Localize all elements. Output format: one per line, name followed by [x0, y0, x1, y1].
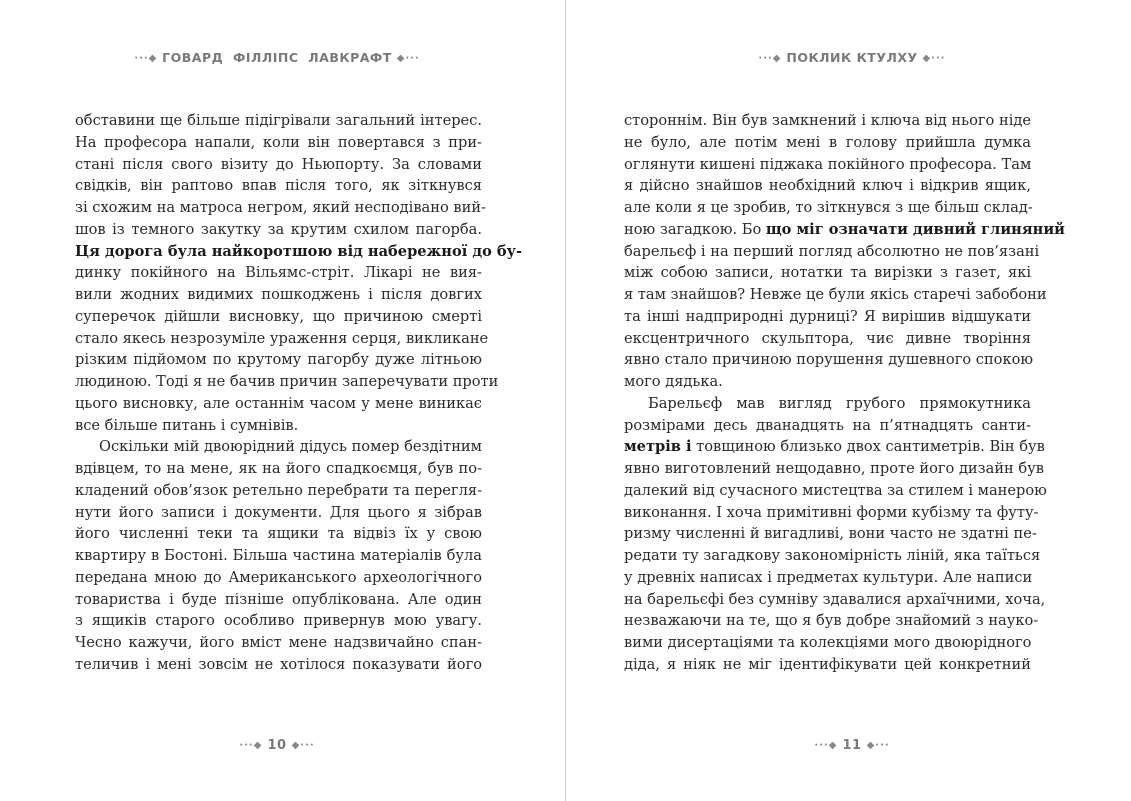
- ornament-icon: ◆···: [922, 53, 946, 64]
- text-segment: Чесно кажучи, його вміст мене надзвичайно спан-: [75, 634, 482, 651]
- text-segment: незважаючи на те, що я був добре знайомий з науко-: [624, 612, 1039, 630]
- text-segment: теличив і мені зовсім не хотілося показувати його: [75, 655, 482, 673]
- text-segment: Оскільки мій двоюрідний дідусь помер бездітним: [99, 438, 482, 456]
- text-line: [624, 154, 1031, 176]
- text-line: [75, 306, 482, 328]
- bold-text: метрів і: [624, 438, 692, 456]
- bold-text: Ця дорога була найкоротшою від набережної до бу-: [75, 242, 523, 260]
- author-name: ГОВАРД ФІЛЛІПС ЛАВКРАФТ: [162, 50, 392, 65]
- text-line: [624, 523, 1037, 545]
- text-segment: далекий від сучасного мистецтва за стилем і манерою: [624, 481, 1047, 499]
- text-line: [624, 589, 1046, 611]
- text-line: [75, 197, 486, 219]
- text-segment: нути його записи і документи. Для цього я зібрав: [75, 503, 482, 521]
- text-segment: у древніх написах і предметах культури. Але написи: [624, 568, 1033, 586]
- text-line: [624, 175, 1031, 197]
- text-line: [624, 632, 1031, 654]
- text-segment: діда, я ніяк не міг ідентифікувати цей конкретний: [624, 655, 1031, 673]
- text-line: [75, 371, 499, 393]
- text-line: [624, 132, 1031, 154]
- text-segment: ризму численні й вигадливі, вони часто не здатні пе-: [624, 525, 1037, 543]
- text-line: [624, 480, 1047, 502]
- text-segment: зі схожим на матроса негром, який несподівано вий-: [75, 199, 486, 216]
- text-line: [624, 436, 1045, 458]
- text-line: [624, 349, 1034, 371]
- text-line: [75, 154, 482, 176]
- text-segment: розмірами десь дванадцять на п’ятнадцять санти-: [624, 416, 1031, 434]
- text-segment: стороннім. Він був замкнений і ключа від нього ніде: [624, 112, 1031, 129]
- text-line: [624, 197, 1031, 219]
- text-line: [75, 567, 482, 589]
- text-line: [624, 262, 1031, 284]
- ornament-icon: ···◆: [814, 740, 838, 751]
- text-line: [75, 610, 482, 632]
- text-segment: та інші надприродні дурниці? Я вирішив відшукати: [624, 307, 1031, 325]
- text-segment: між собою записи, нотатки та вирізки з газет, які: [624, 264, 1031, 282]
- text-line: [75, 284, 482, 306]
- text-line: [624, 567, 1031, 589]
- text-line: [624, 241, 1040, 263]
- text-line: [624, 328, 1031, 350]
- text-segment: його численні теки та ящики та відвіз їх у свою: [75, 525, 482, 543]
- ornament-icon: ◆···: [396, 53, 420, 64]
- text-line: [624, 654, 1031, 676]
- running-head-right: [632, 50, 1072, 65]
- text-segment: стало якесь незрозуміле ураження серця, викликане: [75, 329, 489, 347]
- page-number: 11: [842, 738, 862, 753]
- text-line: [75, 349, 482, 371]
- text-segment: свідків, він раптово впав після того, як зіткнувся: [75, 177, 482, 195]
- text-line: [624, 284, 1047, 306]
- text-line: [624, 502, 1039, 524]
- text-segment: квартиру в Бостоні. Більша частина матеріалів була: [75, 547, 482, 564]
- page-number-left: [57, 738, 497, 753]
- text-line: [75, 458, 482, 480]
- text-line: [624, 306, 1031, 328]
- text-line: [75, 480, 482, 502]
- ornament-icon: ···◆: [239, 740, 263, 751]
- bold-text: що міг означати дивний глиняний: [765, 220, 1065, 238]
- text-segment: Барельєф мав вигляд грубого прямокутника: [648, 394, 1031, 412]
- text-segment: явно виготовлений нещодавно, проте його дизайн був: [624, 460, 1045, 477]
- text-line: [75, 328, 489, 350]
- text-line: [624, 110, 1031, 132]
- text-segment: товщиною близько двох сантиметрів. Він був: [691, 438, 1045, 456]
- text-line: [624, 371, 1031, 393]
- text-segment: динку покійного на Вільямс-стріт. Лікарі не вия-: [75, 264, 482, 282]
- text-line: [75, 632, 482, 654]
- text-segment: з ящиків старого особливо привернув мою увагу.: [75, 612, 482, 630]
- text-segment: вдівцем, то на мене, як на його спадкоємця, був по-: [75, 460, 482, 477]
- text-line: [75, 132, 482, 154]
- text-segment: ексцентричного скульптора, чиє дивне творіння: [624, 329, 1031, 347]
- left-page-body: [75, 110, 523, 676]
- text-segment: різким підйомом по крутому пагорбу дуже літньою: [75, 351, 482, 369]
- text-line: [624, 610, 1039, 632]
- text-line: [75, 545, 482, 567]
- text-segment: вили жодних видимих пошкоджень і після довгих: [75, 286, 482, 303]
- running-head-left: [57, 50, 497, 65]
- text-line: [75, 241, 523, 263]
- right-page-body: [624, 110, 1065, 676]
- text-line: [75, 436, 482, 458]
- text-segment: на барельєфі без сумніву здавалися архаїчними, хоча,: [624, 590, 1046, 608]
- page-number-right: [632, 738, 1072, 753]
- text-line: [75, 589, 482, 611]
- book-gutter: [565, 0, 566, 801]
- text-line: [624, 415, 1031, 437]
- text-segment: не було, але потім мені в голову прийшла думка: [624, 133, 1031, 151]
- text-line: [75, 415, 482, 437]
- text-line: [624, 219, 1065, 241]
- ornament-icon: ◆···: [866, 740, 890, 751]
- text-segment: людиною. Тоді я не бачив причин заперечувати проти: [75, 373, 499, 390]
- text-line: [75, 219, 482, 241]
- text-line: [75, 502, 482, 524]
- text-segment: мого дядька.: [624, 373, 723, 390]
- text-segment: кладений обов’язок ретельно перебрати та перегля-: [75, 481, 482, 499]
- text-segment: вими дисертаціями та колекціями мого двоюрідного: [624, 634, 1032, 651]
- text-line: [624, 393, 1031, 415]
- text-line: [624, 458, 1045, 480]
- text-segment: обставини ще більше підігрівали загальний інтерес.: [75, 112, 482, 129]
- text-segment: але коли я це зробив, то зіткнувся з ще більш склад-: [624, 199, 1033, 216]
- text-segment: я дійсно знайшов необхідний ключ і відкрив ящик,: [624, 177, 1031, 195]
- text-segment: стані після свого візиту до Ньюпорту. За словами: [75, 155, 482, 173]
- ornament-icon: ···◆: [134, 53, 158, 64]
- text-segment: я там знайшов? Невже це були якісь старечі забобони: [624, 286, 1047, 303]
- text-segment: виконання. І хоча примітивні форми кубізму та футу-: [624, 503, 1039, 521]
- text-segment: ною загадкою. Бо: [624, 220, 766, 238]
- text-segment: цього висновку, але останнім часом у мене виникає: [75, 394, 482, 412]
- text-line: [75, 262, 482, 284]
- text-segment: все більше питань і сумнівів.: [75, 416, 299, 434]
- text-line: [75, 523, 482, 545]
- text-segment: оглянути кишені піджака покійного професора. Там: [624, 155, 1032, 173]
- text-segment: редати ту загадкову закономірність ліній, яка таїться: [624, 547, 1041, 564]
- text-segment: барельєф і на перший погляд абсолютно не пов’язані: [624, 242, 1040, 260]
- text-segment: суперечок дійшли висновку, що причиною смерті: [75, 307, 482, 325]
- text-line: [75, 175, 482, 197]
- text-line: [75, 393, 482, 415]
- ornament-icon: ◆···: [291, 740, 315, 751]
- page-number: 10: [267, 738, 287, 753]
- ornament-icon: ···◆: [758, 53, 782, 64]
- text-segment: передана мною до Американського археологічного: [75, 568, 482, 586]
- text-segment: На професора напали, коли він повертався з при-: [75, 133, 482, 151]
- text-segment: явно стало причиною порушення душевного спокою: [624, 351, 1034, 369]
- text-line: [75, 110, 482, 132]
- text-segment: шов із темного закутку за крутим схилом пагорба.: [75, 220, 482, 238]
- text-line: [75, 654, 482, 676]
- text-segment: товариства і буде пізніше опублікована. Але один: [75, 590, 482, 608]
- book-title: ПОКЛИК КТУЛХУ: [786, 50, 918, 65]
- text-line: [624, 545, 1041, 567]
